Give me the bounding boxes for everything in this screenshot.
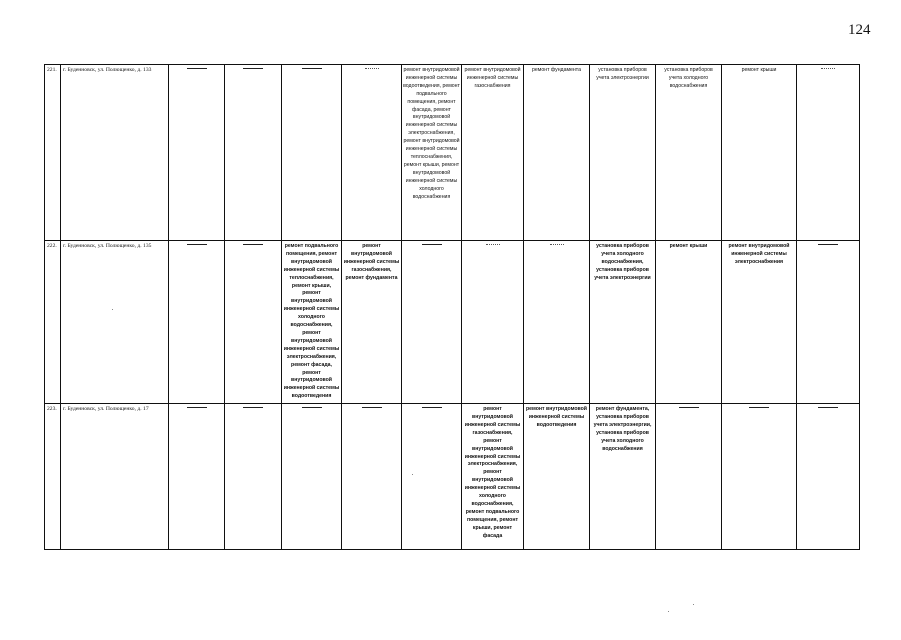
dash-mark xyxy=(187,68,207,69)
empty-dash-cell xyxy=(225,404,282,550)
work-type-cell: ремонт внутридомовой инженерной системы водоотведения xyxy=(524,404,590,550)
dash-mark xyxy=(243,68,263,69)
dash-mark xyxy=(365,68,379,69)
dash-mark xyxy=(679,407,699,408)
dash-mark xyxy=(550,244,564,245)
empty-dash-cell xyxy=(282,404,342,550)
empty-dash-cell xyxy=(282,65,342,241)
empty-dash-cell xyxy=(722,404,797,550)
empty-dash-cell xyxy=(402,404,462,550)
repair-schedule-table xyxy=(44,64,859,542)
empty-dash-cell xyxy=(169,65,225,241)
table-row xyxy=(45,241,860,404)
work-type-cell: ремонт крыши xyxy=(722,65,797,241)
dash-mark xyxy=(187,407,207,408)
table-row xyxy=(45,404,860,550)
empty-dash-cell xyxy=(402,241,462,404)
empty-dash-cell xyxy=(169,241,225,404)
work-type-cell: ремонт внутридомовой инженерной системы газоснабжения xyxy=(462,65,524,241)
scan-speck xyxy=(693,604,694,605)
dash-mark xyxy=(749,407,769,408)
dash-mark xyxy=(422,407,442,408)
address-cell: г. Буденновск, ул. Полющенко, д. 133 xyxy=(61,65,169,241)
empty-dash-cell xyxy=(797,241,860,404)
work-type-cell: ремонт фундамента, установка приборов учета электроэнергии, установка приборов учета холодного водоснабжения xyxy=(590,404,656,550)
address-cell: г. Буденновск, ул. Полющенко, д. 17 xyxy=(61,404,169,550)
scan-speck xyxy=(112,309,113,310)
row-number: 221. xyxy=(45,65,61,241)
scan-speck xyxy=(412,474,413,475)
dash-mark xyxy=(302,407,322,408)
work-type-cell: ремонт внутридомовой инженерной системы газоснабжения, ремонт внутридомовой инженерной системы электроснабжения, ремонт внутридомовой инженерной системы холодного водоснабжения, ремонт подвального помещения, ремонт крыши, ремонт фасада xyxy=(462,404,524,550)
scan-speck xyxy=(668,611,669,612)
page-number: 124 xyxy=(848,22,871,38)
work-type-cell: ремонт внутридомовой инженерной системы водоотведения, ремонт подвального помещения, ремонт фасада, ремонт внутридомовой инженерной системы электроснабжения, ремонт внутридомовой инженерной системы теплоснабжения, ремонт крыши, ремонт внутридомовой инженерной системы холодного водоснабжения xyxy=(402,65,462,241)
empty-dash-cell xyxy=(342,404,402,550)
dash-mark xyxy=(818,244,838,245)
dash-mark xyxy=(486,244,500,245)
work-type-cell: ремонт фундамента xyxy=(524,65,590,241)
dash-mark xyxy=(818,407,838,408)
row-number: 222. xyxy=(45,241,61,404)
dash-mark xyxy=(243,244,263,245)
row-number: 223. xyxy=(45,404,61,550)
work-type-cell: установка приборов учета холодного водоснабжения xyxy=(656,65,722,241)
dash-mark xyxy=(187,244,207,245)
dash-mark xyxy=(362,407,382,408)
empty-dash-cell xyxy=(225,65,282,241)
dash-mark xyxy=(821,68,835,69)
empty-dash-cell xyxy=(342,65,402,241)
work-type-cell: установка приборов учета холодного водоснабжения, установка приборов учета электроэнергии xyxy=(590,241,656,404)
empty-dash-cell xyxy=(656,404,722,550)
empty-dash-cell xyxy=(524,241,590,404)
table-row xyxy=(45,65,860,241)
dash-mark xyxy=(422,244,442,245)
empty-dash-cell xyxy=(225,241,282,404)
empty-dash-cell xyxy=(169,404,225,550)
empty-dash-cell xyxy=(797,65,860,241)
empty-dash-cell xyxy=(797,404,860,550)
address-cell: г. Буденновск, ул. Полющенко, д. 135 xyxy=(61,241,169,404)
work-type-cell: ремонт внутридомовой инженерной системы электроснабжения xyxy=(722,241,797,404)
empty-dash-cell xyxy=(462,241,524,404)
work-type-cell: ремонт крыши xyxy=(656,241,722,404)
dash-mark xyxy=(243,407,263,408)
work-type-cell: ремонт внутридомовой инженерной системы газоснабжения, ремонт фундамента xyxy=(342,241,402,404)
dash-mark xyxy=(302,68,322,69)
work-type-cell: установка приборов учета электроэнергии xyxy=(590,65,656,241)
work-type-cell: ремонт подвального помещения, ремонт внутридомовой инженерной системы теплоснабжения, ремонт крыши, ремонт внутридомовой инженерной системы холодного водоснабжения, ремонт внутридомовой инженерной системы электроснабжения, ремонт фасада, ремонт внутридомовой инженерной системы водоотведения xyxy=(282,241,342,404)
